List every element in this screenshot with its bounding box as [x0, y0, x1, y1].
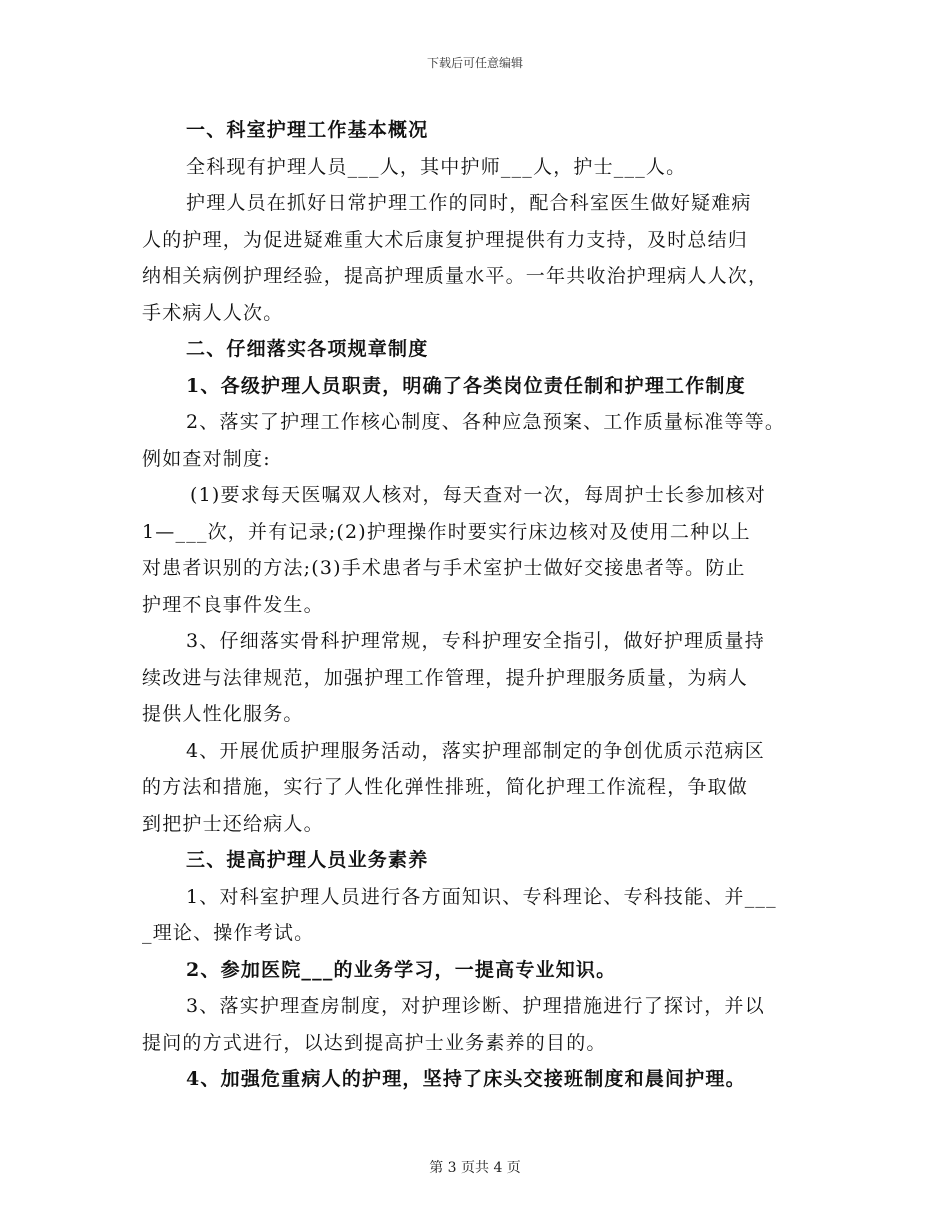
- page-footer: 第 3 页共 4 页: [429, 1160, 521, 1176]
- page-header: 下载后可任意编辑: [426, 56, 523, 70]
- paragraph-line: 提供人性化服务。: [142, 703, 304, 725]
- paragraph-line: (1)要求每天医嘱双人核对，每天查对一次，每周护士长参加核对: [190, 484, 766, 506]
- paragraph-line: 护理不良事件发生。: [142, 593, 324, 616]
- paragraph-line: 1—___次，并有记录;(2)护理操作时要实行床边核对及使用二种以上: [142, 520, 751, 543]
- paragraph-line: 提问的方式进行，以达到提高护士业务素养的目的。: [142, 1031, 607, 1054]
- paragraph-line: 1、对科室护理人员进行各方面知识、专科理论、专科技能、并___: [186, 885, 777, 908]
- paragraph-line: 4、开展优质护理服务活动，落实护理部制定的争创优质示范病区: [186, 739, 765, 762]
- section-heading-3: 三、提高护理人员业务素养: [186, 849, 429, 871]
- paragraph-line: 的方法和措施，实行了人性化弹性排班，简化护理工作流程，争取做: [142, 776, 749, 798]
- bold-item: 4、加强危重病人的护理，坚持了床头交接班制度和晨间护理。: [186, 1068, 746, 1090]
- paragraph-line: 全科现有护理人员___人，其中护师___人，护士___人。: [186, 155, 687, 178]
- paragraph-line: 手术病人人次。: [142, 301, 284, 324]
- paragraph-line: 人的护理，为促进疑难重大术后康复护理提供有力支持，及时总结归: [142, 228, 749, 251]
- bold-item: 2、参加医院___的业务学习，一提高专业知识。: [186, 958, 617, 981]
- paragraph-line: 纳相关病例护理经验，提高护理质量水平。一年共收治护理病人人次，: [142, 265, 769, 287]
- paragraph-line: 对患者识别的方法;(3)手术患者与手术室护士做好交接患者等。防止: [142, 557, 746, 579]
- paragraph-line: 续改进与法律规范，加强护理工作管理，提升护理服务质量，为病人: [142, 666, 749, 689]
- paragraph-line: 到把护士还给病人。: [142, 812, 324, 835]
- paragraph-line: 例如查对制度:: [142, 447, 271, 470]
- bold-item: 1、各级护理人员职责，明确了各类岗位责任制和护理工作制度: [186, 374, 746, 397]
- document-body: [142, 112, 842, 1098]
- paragraph-line: 2、落实了护理工作核心制度、各种应急预案、工作质量标准等等。: [186, 411, 786, 433]
- paragraph-line: _理论、操作考试。: [142, 922, 315, 944]
- paragraph-line: 3、仔细落实骨科护理常规，专科护理安全指引，做好护理质量持: [186, 630, 765, 652]
- section-heading-1: 一、科室护理工作基本概况: [186, 119, 429, 141]
- paragraph-line: 3、落实护理查房制度，对护理诊断、护理措施进行了探讨，并以: [186, 995, 765, 1017]
- section-heading-2: 二、仔细落实各项规章制度: [186, 338, 429, 360]
- paragraph-line: 护理人员在抓好日常护理工作的同时，配合科室医生做好疑难病: [186, 192, 752, 214]
